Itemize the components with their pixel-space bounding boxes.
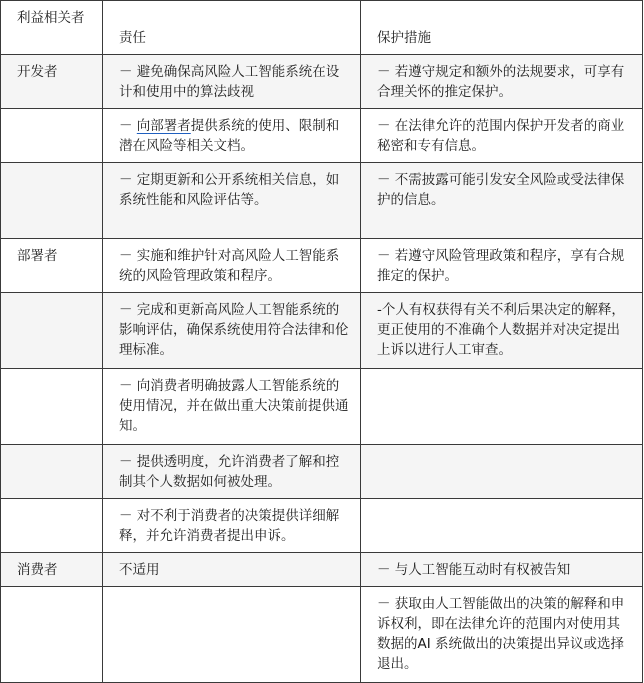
cell-responsibility: － 实施和维护针对高风险人工智能系统的风险管理政策和程序。 xyxy=(103,239,361,293)
cell-responsibility: － 避免确保高风险人工智能系统在设计和使用中的算法歧视 xyxy=(103,55,361,109)
table-row xyxy=(1,239,643,293)
cell-stakeholder xyxy=(1,587,103,683)
table-row xyxy=(1,499,643,553)
table-row xyxy=(1,587,643,683)
cell-protection: － 在法律允许的范围内保护开发者的商业秘密和专有信息。 xyxy=(361,109,643,163)
cell-responsibility xyxy=(103,109,361,163)
cell-protection: － 不需披露可能引发安全风险或受法律保护的信息。 xyxy=(361,163,643,239)
cell-responsibility: － 定期更新和公开系统相关信息，如系统性能和风险评估等。 xyxy=(103,163,361,239)
header-protection: 保护措施 xyxy=(361,1,643,55)
cell-protection: -个人有权获得有关不利后果决定的解释，更正使用的不准确个人数据并对决定提出上诉以进行人工审查。 xyxy=(361,293,643,369)
table-row xyxy=(1,163,643,239)
cell-stakeholder xyxy=(1,163,103,239)
cell-protection: － 与人工智能互动时有权被告知 xyxy=(361,553,643,587)
cell-protection xyxy=(361,445,643,499)
table-row xyxy=(1,369,643,445)
cell-responsibility: － 向消费者明确披露人工智能系统的使用情况，并在做出重大决策前提供通知。 xyxy=(103,369,361,445)
cell-stakeholder xyxy=(1,109,103,163)
header-stakeholder: 利益相关者 xyxy=(1,1,103,55)
responsibility-prefix: － xyxy=(119,118,137,134)
table-row xyxy=(1,293,643,369)
underlined-term: 向部署者 xyxy=(136,118,191,134)
table-row xyxy=(1,55,643,109)
responsibility-rest: 提供系统的使用、限制和潜在风险等相关文档。 xyxy=(119,118,340,154)
cell-stakeholder: 消费者 xyxy=(1,553,103,587)
cell-protection: － 若遵守规定和额外的法规要求，可享有合理关怀的推定保护。 xyxy=(361,55,643,109)
header-row xyxy=(1,1,643,55)
cell-protection xyxy=(361,369,643,445)
cell-responsibility: 不适用 xyxy=(103,553,361,587)
cell-protection: － 若遵守风险管理政策和程序，享有合规推定的保护。 xyxy=(361,239,643,293)
table-row xyxy=(1,445,643,499)
cell-responsibility: － 提供透明度，允许消费者了解和控制其个人数据如何被处理。 xyxy=(103,445,361,499)
cell-stakeholder xyxy=(1,445,103,499)
cell-protection xyxy=(361,499,643,553)
cell-stakeholder xyxy=(1,499,103,553)
cell-stakeholder: 开发者 xyxy=(1,55,103,109)
cell-stakeholder: 部署者 xyxy=(1,239,103,293)
table-row xyxy=(1,553,643,587)
header-responsibility: 责任 xyxy=(103,1,361,55)
cell-stakeholder xyxy=(1,369,103,445)
cell-responsibility: － 对不利于消费者的决策提供详细解释，并允许消费者提出申诉。 xyxy=(103,499,361,553)
cell-protection: － 获取由人工智能做出的决策的解释和申诉权利，即在法律允许的范围内对使用其数据的AI 系统做出的决策提出异议或选择退出。 xyxy=(361,587,643,683)
cell-stakeholder xyxy=(1,293,103,369)
cell-responsibility xyxy=(103,587,361,683)
cell-responsibility: － 完成和更新高风险人工智能系统的影响评估，确保系统使用符合法律和伦理标准。 xyxy=(103,293,361,369)
table-row xyxy=(1,109,643,163)
